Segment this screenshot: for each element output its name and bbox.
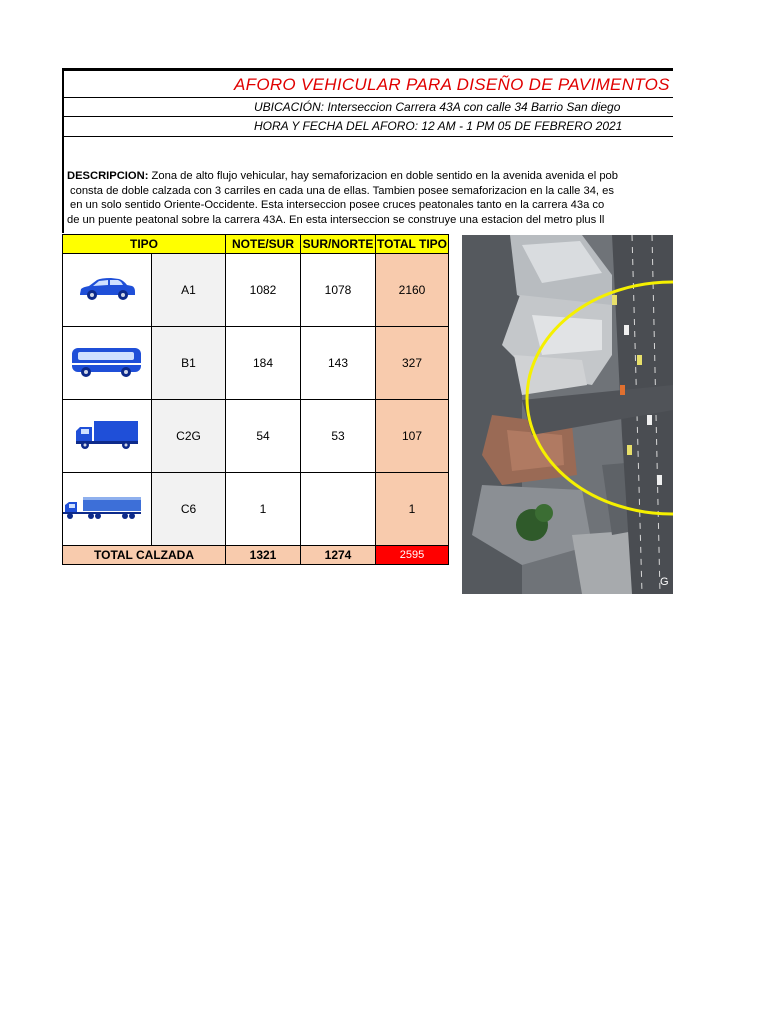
satellite-map — [462, 235, 673, 594]
location-row — [62, 98, 673, 117]
table-row — [63, 254, 449, 327]
title-row — [62, 68, 673, 98]
count-sur-norte: 53 — [301, 400, 376, 473]
description-line-1: Zona de alto flujo vehicular, hay semaforizacion en doble sentido en la avenida avenida el pob — [148, 170, 619, 182]
description-label: DESCRIPCION: — [67, 170, 149, 182]
bus-icon — [70, 345, 144, 379]
car-icon — [77, 276, 137, 302]
truck-icon — [74, 419, 140, 451]
count-note-sur: 184 — [226, 327, 301, 400]
table-header-row — [63, 235, 449, 254]
count-total: 327 — [376, 327, 449, 400]
footer-note-sur: 1321 — [226, 546, 301, 565]
footer-label: TOTAL CALZADA — [63, 546, 226, 565]
vehicle-icon-cell — [63, 473, 152, 546]
header-total-tipo: TOTAL TIPO — [376, 235, 449, 254]
description-block — [62, 169, 673, 233]
header-tipo: TIPO — [63, 235, 226, 254]
spacer-row — [62, 137, 673, 169]
table-footer-row — [63, 546, 449, 565]
vehicle-icon-cell — [63, 400, 152, 473]
header-sur-norte: SUR/NORTE — [301, 235, 376, 254]
footer-grand-total: 2595 — [376, 546, 449, 565]
datetime-row — [62, 117, 673, 137]
table-row — [63, 327, 449, 400]
description-line-3: en un solo sentido Oriente-Occidente. Esta interseccion posee cruces peatonales tanto en la carrera 43a co — [70, 199, 605, 211]
vehicle-code: C2G — [152, 400, 226, 473]
count-note-sur: 1082 — [226, 254, 301, 327]
table-row — [63, 473, 449, 546]
map-credit: G — [660, 576, 669, 588]
satellite-map-image — [462, 235, 673, 594]
page-title: AFORO VEHICULAR PARA DISEÑO DE PAVIMENTOS — [234, 75, 670, 94]
vehicle-code: B1 — [152, 327, 226, 400]
datetime-text: HORA Y FECHA DEL AFORO: 12 AM - 1 PM 05 DE FEBRERO 2021 — [254, 119, 623, 133]
count-total: 2160 — [376, 254, 449, 327]
vehicle-code: C6 — [152, 473, 226, 546]
vehicle-icon-cell — [63, 254, 152, 327]
vehicle-count-table — [62, 234, 449, 565]
description-line-4: de un puente peatonal sobre la carrera 43A. En esta interseccion se construye una estacion del metro plus ll — [67, 213, 605, 226]
footer-sur-norte: 1274 — [301, 546, 376, 565]
header-note-sur: NOTE/SUR — [226, 235, 301, 254]
count-note-sur: 1 — [226, 473, 301, 546]
count-total: 1 — [376, 473, 449, 546]
vehicle-code: A1 — [152, 254, 226, 327]
count-sur-norte — [301, 473, 376, 546]
count-total: 107 — [376, 400, 449, 473]
vehicle-icon-cell — [63, 327, 152, 400]
trailer-truck-icon — [61, 494, 143, 522]
count-note-sur: 54 — [226, 400, 301, 473]
location-text: UBICACIÓN: Interseccion Carrera 43A con calle 34 Barrio San diego — [254, 100, 621, 114]
count-sur-norte: 1078 — [301, 254, 376, 327]
count-sur-norte: 143 — [301, 327, 376, 400]
table-row — [63, 400, 449, 473]
description-line-2: consta de doble calzada con 3 carriles en cada una de ellas. Tambien posee semaforizacion en la calle 34, es — [70, 184, 614, 197]
